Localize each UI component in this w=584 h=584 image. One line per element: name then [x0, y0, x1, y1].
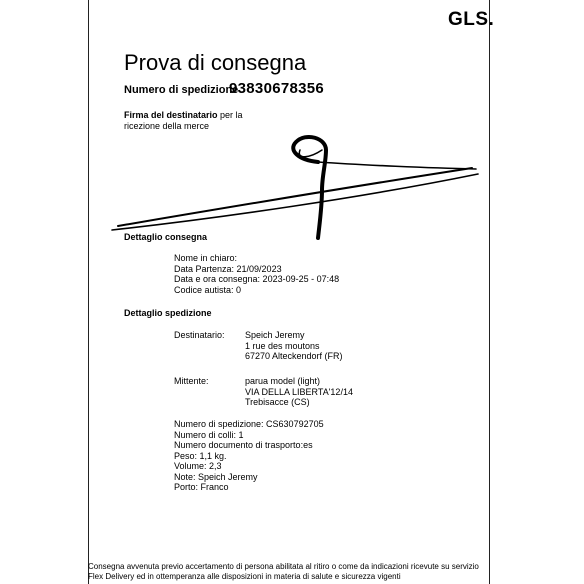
signature-stroke-3 — [318, 162, 476, 169]
delivery-line-departure: Data Partenza: 21/09/2023 — [174, 263, 282, 274]
detail-line: Numero di colli: 1 — [174, 429, 244, 440]
footer-disclaimer: Consegna avvenuta previo accertamento di persona abilitata al ritiro o come da indicazioni ricevute su servizio Flex Delivery ed in ottemperanza alle disposizioni in materia di salute e sicurezza vigenti — [88, 562, 479, 581]
signature-stroke-4 — [293, 137, 326, 238]
recipient-line: 67270 Alteckendorf (FR) — [245, 351, 343, 361]
shipment-details-list — [174, 419, 324, 493]
recipient-label: Destinatario: — [174, 330, 225, 340]
signature-label-rest: per la ricezione della merce — [124, 110, 243, 131]
delivery-line-name: Nome in chiaro: — [174, 253, 238, 263]
delivery-details-heading: Dettaglio consegna — [124, 232, 208, 242]
delivery-line-driver: Codice autista: 0 — [174, 284, 242, 295]
signature-stroke-2 — [112, 174, 478, 230]
sender-address — [245, 376, 353, 408]
recipient-line: Speich Jeremy — [245, 330, 305, 340]
detail-line: Volume: 2,3 — [174, 461, 222, 471]
sender-label: Mittente: — [174, 376, 209, 386]
detail-line: Numero di spedizione: CS630792705 — [174, 419, 324, 429]
signature-stroke-1 — [118, 168, 472, 226]
detail-line: Numero documento di trasporto:es — [174, 440, 313, 450]
detail-line: Peso: 1,1 kg. — [174, 450, 227, 461]
recipient-line: 1 rue des moutons — [245, 340, 320, 351]
sender-line: VIA DELLA LIBERTA'12/14 — [245, 386, 353, 397]
page-title: Prova di consegna — [124, 50, 307, 75]
shipment-number-label: Numero di spedizione — [124, 84, 239, 96]
detail-line: Porto: Franco — [174, 482, 229, 492]
delivery-line-datetime: Data e ora consegna: 2023-09-25 - 07:48 — [174, 274, 340, 284]
gls-logo: GLS. — [448, 9, 495, 30]
sender-line: parua model (light) — [245, 376, 321, 386]
sender-line: Trebisacce (CS) — [245, 397, 310, 407]
delivery-details-list — [174, 253, 339, 295]
shipment-details-heading: Dettaglio spedizione — [124, 308, 212, 318]
detail-line: Note: Speich Jeremy — [174, 471, 258, 482]
recipient-address — [245, 330, 343, 362]
signature-stroke-5 — [299, 150, 322, 157]
shipment-number: 93830678356 — [229, 80, 325, 97]
signature-label-bold: Firma del destinatario — [124, 110, 218, 120]
